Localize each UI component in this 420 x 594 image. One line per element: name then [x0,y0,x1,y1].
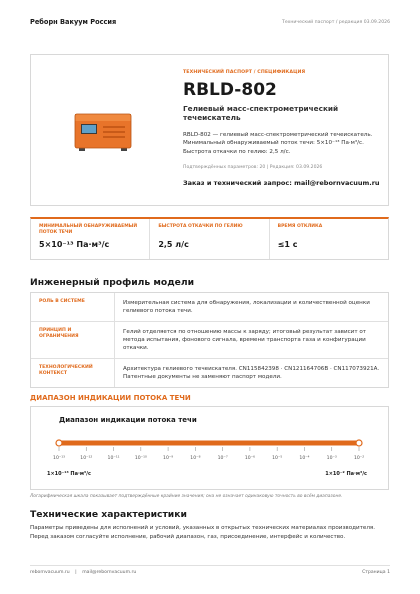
tick-label: 10⁻⁴ [299,456,310,461]
footer-email-link[interactable]: mail@rebornvacuum.ru [82,570,137,575]
tick-label: 10⁻¹² [80,456,93,461]
page-header [30,15,390,29]
range-chart-svg [31,407,390,491]
range-max-label: 1×10⁻² Па·м³/с [325,471,367,477]
tick-label: 10⁻⁵ [272,456,283,461]
tech-line: Параметры приведены для исполнений и условий, указанных в открытых технических материалах производителя. [30,525,376,531]
tick-label: 10⁻¹³ [53,456,65,461]
profile-title: Инженерный профиль модели [30,277,195,288]
footer-contacts [30,570,140,575]
description-line: Быстрота откачки по гелию: 2,5 л/с. [183,148,291,155]
product-image [31,55,174,205]
profile-key: ТЕХНОЛОГИЧЕСКИЙ КОНТЕКСТ [31,359,115,387]
header-meta: Технический паспорт / редакция 03.09.2026 [282,19,390,25]
metric-value: 2,5 л/с [158,240,189,249]
metric-response-time [270,219,388,259]
range-min-label: 1×10⁻¹³ Па·м³/с [47,471,91,477]
profile-row [31,322,388,359]
range-bar [59,441,359,446]
hero-text [183,70,383,187]
footer-separator: | [75,570,77,575]
footer-site-link[interactable]: rebornvacuum.ru [30,570,70,575]
metric-label: ВРЕМЯ ОТКЛИКА [277,224,323,229]
key-metrics [30,217,389,260]
profile-key: ПРИНЦИП И ОГРАНИЧЕНИЯ [31,322,115,358]
profile-value: Измерительная система для обнаружения, локализации и количественной оценки гелиевого потока течи. [123,300,370,314]
tick-label: 10⁻⁶ [244,456,255,461]
brand-name: Реборн Вакуум Россия [30,18,117,26]
tech-text [30,524,390,542]
tick-label: 10⁻⁷ [217,456,228,461]
profile-row [31,293,388,322]
page-number: Страница 1 [362,570,390,575]
profile-value: Гелий отделяется по отношению массы к заряду; итоговый результат зависит от метода испытания, фонового сигнала, времени транспорта газа и конфигурации откачки. [123,329,367,351]
profile-value: Архитектура гелиевого течеискателя. CN115842398 · CN121164706B · CN117073921A. Патентные документы не заменяют паспорт модели. [123,366,380,380]
model-subtitle: Гелиевый масс-спектрометрический течеискатель [183,104,339,122]
tick-label: 10⁻⁹ [163,456,174,461]
chart-section-title: ДИАПАЗОН ИНДИКАЦИИ ПОТОКА ТЕЧИ [30,394,191,402]
metric-pumping-speed [150,219,269,259]
params-info: Подтверждённых параметров: 20 | Редакция: 03.09.2026 [183,165,323,171]
tech-title: Технические характеристики [30,509,187,520]
tick-label: 10⁻³ [326,456,337,461]
model-name: RBLD-802 [183,80,277,100]
chart-caption: Логарифмическая шкала показывает подтверждённые крайние значения; она не означает одинаковую точность во всём диапазоне. [30,494,343,499]
description-line: RBLD-802 — гелиевый масс-спектрометрический течеискатель. [183,132,373,138]
tick-label: 10⁻⁸ [190,456,201,461]
order-contact[interactable]: Заказ и технический запрос: mail@rebornvacuum.ru [183,179,380,188]
tech-line: Перед заказом согласуйте исполнение, рабочий диапазон, газ, присоединение, интерфейс и количество. [30,534,346,540]
chart-title: Диапазон индикации потока течи [59,416,197,424]
leak-detector-icon [73,108,133,152]
tick-label: 10⁻¹¹ [107,456,120,461]
profile-row [31,359,388,387]
model-description [183,131,383,156]
metric-min-leak [31,219,150,259]
range-chart [30,406,389,490]
profile-table [30,292,389,388]
hero-card [30,54,389,206]
description-line: Минимальный обнаруживаемый поток течи: 5×10⁻¹³ Па·м³/с. [183,140,364,147]
doc-type-label: ТЕХНИЧЕСКИЙ ПАСПОРТ / СПЕЦИФИКАЦИЯ [183,70,306,75]
metric-label: МИНИМАЛЬНЫЙ ОБНАРУЖИВАЕМЫЙ ПОТОК ТЕЧИ [39,224,138,235]
tick-label: 10⁻¹⁰ [134,456,147,461]
tick-label: 10⁻² [353,456,365,461]
range-min-marker [56,440,62,446]
page-footer [30,565,390,575]
metric-value: ≤1 с [277,240,298,249]
metric-value: 5×10⁻¹³ Па·м³/с [39,240,110,249]
range-max-marker [356,440,362,446]
metric-label: БЫСТРОТА ОТКАЧКИ ПО ГЕЛИЮ [158,224,243,229]
profile-key: РОЛЬ В СИСТЕМЕ [31,293,115,321]
